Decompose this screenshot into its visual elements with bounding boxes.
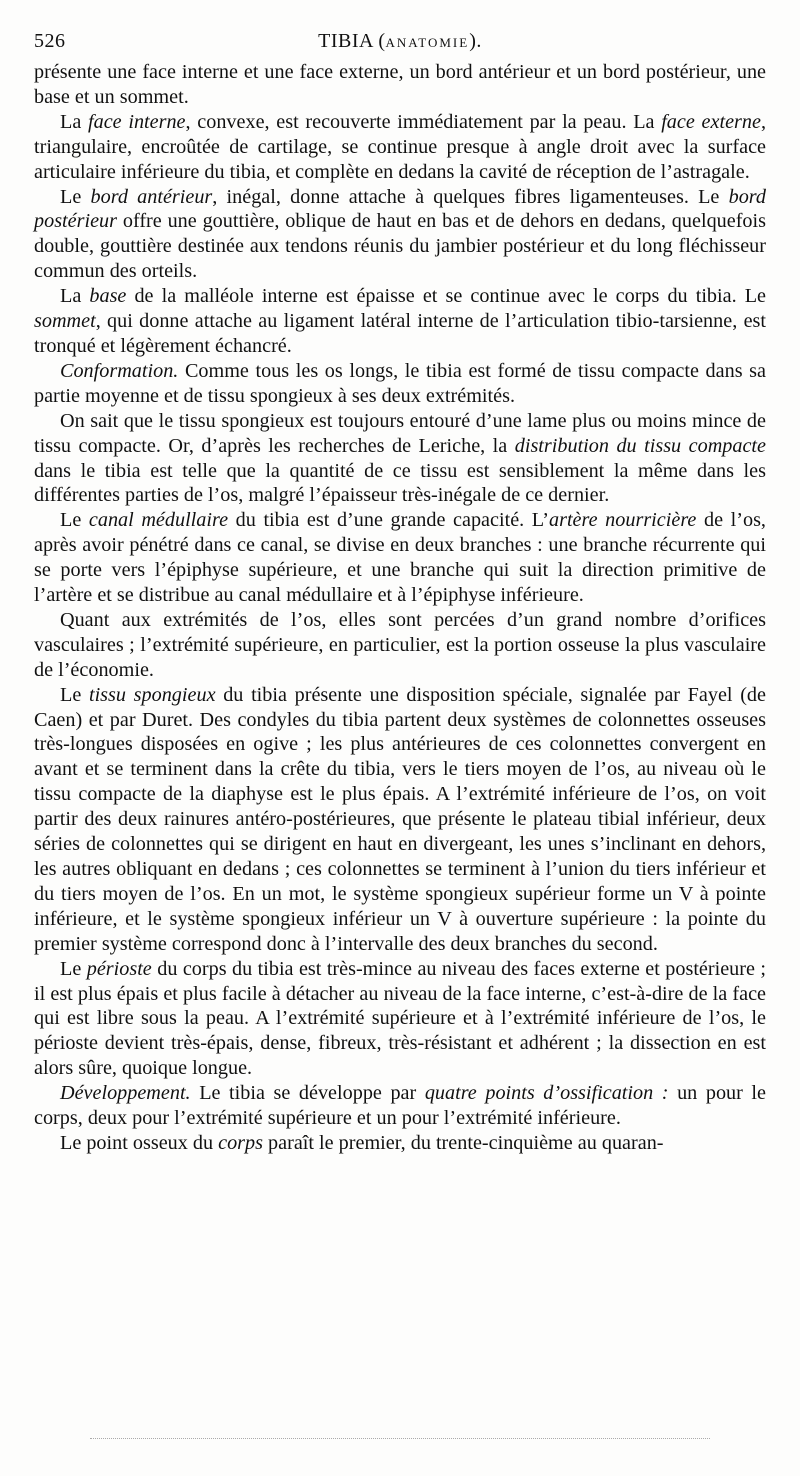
page-number: 526 (34, 30, 66, 52)
text-run: , qui donne attache au ligament latéral interne de l’articulation tibio-tarsienne, est tronqué et légèrement échancré. (34, 310, 766, 357)
text-run: du tibia présente une disposition spéciale, signalée par Fayel (de Caen) et par Duret. Des condyles du tibia partent deux systèmes de colonnettes osseuses très-longues disposées en ogive ; les plus antérieures de ces colonnettes convergent en avant et se terminent dans la crête du tibia, vers le tiers moyen de l’os, au niveau où le tissu compacte de la diaphyse est le plus épais. A l’extrémité inférieure de l’os, on voit partir des deux rainures antéro-postérieures, que présente le plateau tibial inférieur, deux séries de colonnettes qui se dirigent en haut en divergeant, les unes s’inclinant en dehors, les autres obliquant en dedans ; ces colonnettes se terminent à l’union du tiers inférieur et du tiers moyen de l’os. En un mot, le système spongieux supérieur forme un V à pointe inférieure, et le système spongieux inférieur un V à ouverture supérieure : la pointe du premier système correspond donc à l’intervalle des deux branches du second. (34, 683, 766, 955)
text-run: un pour le corps, deux pour l’extrémité supérieure et un pour l’extrémité inférieure. (34, 1082, 766, 1130)
italic-term: tissu spongieux (88, 683, 216, 706)
paragraph (34, 608, 766, 683)
italic-term: distribution du tissu compacte (514, 434, 766, 457)
text-run: présente une face interne et une face externe, un bord antérieur et un bord postérieur, une base et un sommet. (34, 61, 766, 108)
italic-term: artère nourricière (549, 509, 697, 532)
text-run: Le (60, 185, 91, 208)
running-title-main: TIBIA (318, 30, 373, 52)
text-run: , triangulaire, encroûtée de cartilage, se continue presque à angle droit avec la surface articulaire inférieure du tibia, et complète en dedans la cavité de réception de l’astragale. (34, 110, 766, 183)
paragraph (34, 957, 766, 1082)
text-run: Le (60, 683, 89, 706)
italic-term: bord antérieur (90, 185, 213, 208)
paragraph (34, 409, 766, 509)
text-run: La (60, 285, 90, 308)
text-run: , convexe, est recouverte immédiatement par la peau. La (185, 110, 662, 133)
italic-term: Conformation. (60, 359, 179, 382)
bottom-rule (90, 1438, 710, 1439)
italic-term: quatre points d’ossification : (424, 1082, 669, 1105)
italic-term: bord postérieur (34, 185, 766, 233)
paragraph (34, 284, 766, 359)
italic-term: Développement. (60, 1082, 191, 1105)
body-text (34, 60, 766, 1156)
italic-term: face externe (661, 110, 761, 133)
paragraph (34, 683, 766, 957)
text-run: Le point osseux du (60, 1131, 219, 1154)
italic-term: base (89, 285, 127, 308)
text-run: offre une gouttière, oblique de haut en bas et de dehors en dedans, quelquefois double, gouttière destinée aux tendons réunis du jambier postérieur et du long fléchisseur commun des orteils. (34, 210, 766, 283)
text-run: paraît le premier, du trente-cinquième au quaran- (263, 1131, 664, 1154)
text-run: On sait que le tissu spongieux est toujours entouré d’une lame plus ou moins mince de tissu compacte. Or, d’après les recherches de Leriche, la (34, 409, 766, 457)
italic-term: canal médullaire (88, 509, 229, 532)
paragraph (34, 508, 766, 608)
italic-term: corps (218, 1131, 263, 1154)
running-title: TIBIA (ANATOMIE). (318, 30, 482, 52)
text-run: La (60, 110, 88, 133)
text-run: , inégal, donne attache à quelques fibres ligamenteuses. Le (212, 185, 729, 208)
italic-term: périoste (86, 957, 152, 980)
paragraph (34, 60, 766, 110)
text-run: Le (60, 509, 89, 532)
text-run: de la malléole interne est épaisse et se continue avec le corps du tibia. Le (126, 285, 767, 308)
text-run: du tibia est d’une grande capacité. L’ (228, 509, 549, 532)
text-run: de l’os, après avoir pénétré dans ce canal, se divise en deux branches : une branche récurrente qui se porte vers l’épiphyse supérieure, et une branche qui suit la direction primitive de l’artère et se distribue au canal médullaire et à l’épiphyse inférieure. (34, 509, 766, 607)
text-run: dans le tibia est telle que la quantité de ce tissu est sensiblement la même dans les différentes parties de l’os, malgré l’épaisseur très-inégale de ce dernier. (34, 459, 766, 507)
paragraph (34, 1081, 766, 1131)
italic-term: sommet (34, 310, 96, 333)
text-run: Le (60, 957, 87, 980)
text-run: Quant aux extrémités de l’os, elles sont percées d’un grand nombre d’orifices vasculaires ; l’extrémité supérieure, en particulier, est la portion osseuse la plus vasculaire de l’économie. (34, 608, 766, 681)
text-run: Comme tous les os longs, le tibia est formé de tissu compacte dans sa partie moyenne et de tissu spongieux à ses deux extrémités. (34, 359, 766, 407)
paragraph (34, 110, 766, 185)
running-header (34, 30, 766, 60)
italic-term: face interne (88, 110, 186, 133)
paragraph (34, 185, 766, 285)
paragraph (34, 359, 766, 409)
running-title-subtitle: ANATOMIE (385, 35, 470, 50)
document-page (34, 30, 766, 1156)
text-run: du corps du tibia est très-mince au niveau des faces externe et postérieure ; il est plus épais et plus facile à détacher au niveau de la face interne, c’est-à-dire de la face qui est libre sous la peau. A l’extrémité supérieure et à l’extrémité inférieure de l’os, le périoste devient très-épais, dense, fibreux, très-résistant et adhérent ; la dissection en est alors sûre, quoique longue. (34, 957, 766, 1080)
paragraph (34, 1131, 766, 1156)
text-run: Le tibia se développe par (190, 1082, 425, 1105)
